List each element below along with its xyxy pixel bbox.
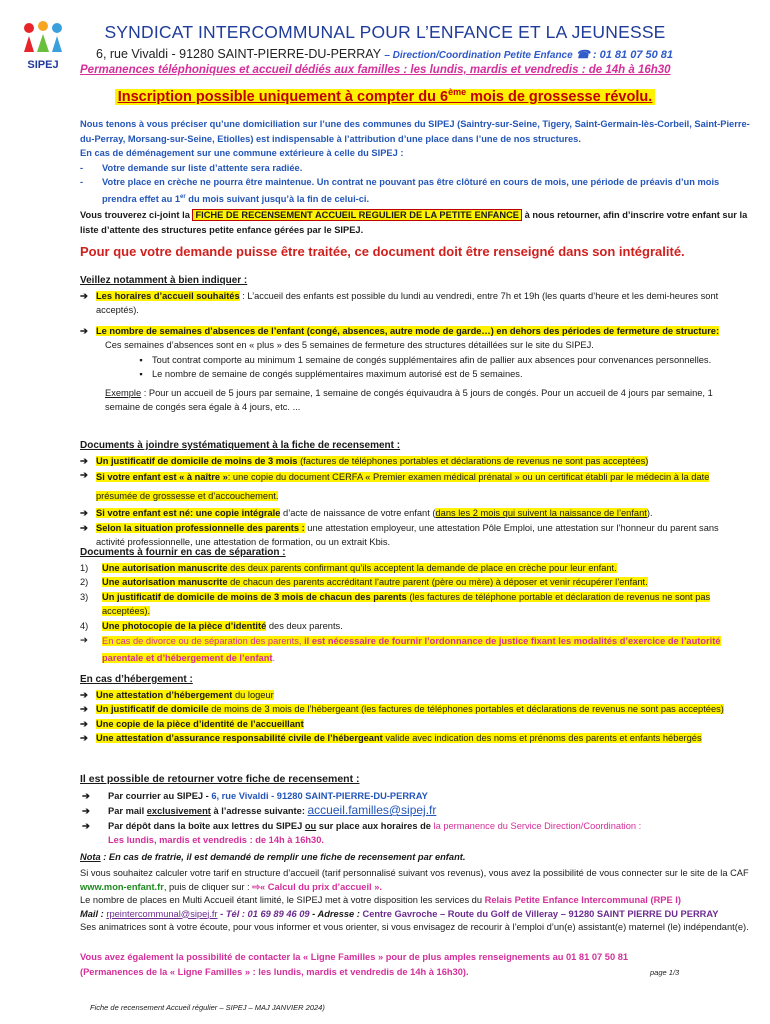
caf-adr: Centre Gavroche – Route du Golf de Villeray – 91280 SAINT PIERRE DU PERRAY	[359, 908, 719, 919]
hebergement-block	[80, 672, 750, 746]
caf-adr-label: - Adresse :	[309, 908, 360, 919]
retour3-u: ou	[304, 820, 317, 831]
arrow-icon: ➔	[80, 455, 88, 466]
fiche-after: à nous retourner, afin d’inscrire votre enfant sur la liste d’attente des structures petite enfance gérées par le SIPEJ.	[80, 210, 748, 235]
exemple-label: Exemple	[105, 387, 142, 398]
warning-text: Pour que votre demande puisse être traitée, ce document doit être renseigné dans son intégralité.	[80, 244, 685, 259]
documents-block	[80, 438, 750, 550]
arrow-icon: ➔	[80, 733, 88, 743]
intro-dash2a: Votre place en crèche ne pourra être maintenue. Un contrat ne pouvant pas être clôturé en cours de mois, une période de préavis d’un mois prendra effet au 1	[102, 177, 720, 204]
arrow-icon: ➔	[80, 718, 88, 729]
doc3-text: d’acte de naissance de votre enfant (	[280, 508, 436, 518]
caf-b: , puis de cliquer sur :	[163, 881, 253, 892]
retour3-a: Par dépôt dans la boîte aux lettres du SIPEJ	[108, 820, 305, 831]
doc1-text: (factures de téléphones portables et déclarations de revenus ne sont pas acceptées)	[297, 455, 649, 466]
heb3-hl: Une copie de la pièce d’identité de l’accueillant	[96, 718, 304, 729]
phone-text: ☎ : 01 81 07 50 81	[576, 49, 674, 61]
heb1-text: du logeur	[232, 689, 274, 700]
intro-p2: En cas de déménagement sur une commune extérieure à celle du SIPEJ :	[80, 148, 404, 158]
ligne-b: (Permanences de la « Ligne Familles » : les lundis, mardis et vendredis de 14h à 16h30).	[80, 966, 469, 977]
arrow-icon: ➔	[80, 522, 88, 533]
arrow-icon: ➔	[80, 508, 88, 518]
caf-calc: ⇨« Calcul du prix d’accueil ».	[252, 881, 382, 892]
inscription-notice	[0, 87, 770, 106]
intro-block: Nous tenons à vous préciser qu’une domiciliation sur l’une des communes du SIPEJ (Saintry-sur-Seine, Tigery, Saint-Germain-lès-Corbeil, Saint-Pierre-du-Perray, Morsang-sur-Seine, Etiolles) est indispensable à l’attribution d’une place dans l’une de nos structures. En cas de déménagement sur une commune extérieure à celle du SIPEJ : - Votre demande sur liste d’attente sera radiée. - Votre place en crèche ne pourra être maintenue. Un contrat ne pouvant pas être clôturé en cours de mois, une période de préavis d’un mois prendra effet au 1er du mois suivant jusqu’à la fin de celui-ci.	[80, 119, 750, 204]
email-link[interactable]: accueil.familles@sipej.fr	[307, 803, 437, 817]
heb4-hl: Une attestation d’assurance responsabilité civile de l’hébergeant	[96, 733, 383, 743]
sep4-text: des deux parents.	[266, 620, 343, 631]
retour3-pink: la permanence du Service Direction/Coordination :	[433, 820, 642, 831]
retour2-u: exclusivement	[146, 806, 211, 816]
arrow-icon: ➔	[80, 290, 88, 301]
heb4-text: valide avec indication des noms et prénoms des parents et enfants hébergés	[382, 733, 702, 743]
inscription-sup: ème	[448, 87, 467, 97]
caf-site[interactable]: www.mon-enfant.fr	[80, 881, 164, 892]
retour-title: Il est possible de retourner votre fiche de recensement :	[80, 773, 360, 785]
intro-p1: Nous tenons à vous préciser qu’une domiciliation sur l’une des communes du SIPEJ (Saintry-sur-Seine, Tigery, Saint-Germain-lès-Corbeil, Saint-Pierre-du-Perray, Morsang-sur-Seine, Etiolles) est indispensable à l’attribution d’une place dans l’une de nos structures.	[80, 119, 750, 144]
sep2-hl: Une autorisation manuscrite	[102, 577, 228, 587]
arrow-icon: ➔	[82, 820, 90, 831]
heb2-hl: Un justificatif de domicile	[96, 704, 209, 714]
fiche-before: Vous trouverez ci-joint la	[80, 210, 193, 220]
caf-rpe: Relais Petite Enfance Intercommunal (RPE I)	[484, 895, 681, 905]
note-line	[80, 850, 750, 865]
header-address	[96, 47, 673, 61]
separation-block: Documents à fournir en cas de séparation : 1) Une autorisation manuscrite des deux parents confirmant qu’ils acceptent la demande de place en crèche pour leur enfant. 2) Une autorisation manuscrite de chacun des parents accréditant l’autre parent (père ou mère) à déposer et venir récupérer l’enfant. 3) Un justificatif de domicile de moins de 3 mois de chacun des parents (les factures de téléphone portable et déclaration de revenus ne sont pas acceptées). 4) Une photocopie de la pièce d’identité des deux parents. ➔ En cas de divorce ou de séparation des parents, il est nécessaire de fournir l’ordonnance de justice fixant les modalités d’exercice de l’autorité parentale et d’hébergement de l’enfant.	[80, 545, 750, 667]
arrow-icon: ➔	[80, 325, 88, 336]
intro-dash1: Votre demande sur liste d’attente sera radiée.	[102, 162, 303, 173]
direction-text: – Direction/Coordination Petite Enfance	[384, 50, 573, 61]
inscription-before: Inscription possible uniquement à compter du 6	[117, 88, 449, 105]
retour-block	[80, 772, 750, 848]
separation-title: Documents à fournir en cas de séparation :	[80, 547, 286, 558]
page-title: SYNDICAT INTERCOMMUNAL POUR L’ENFANCE ET LA JEUNESSE	[104, 22, 666, 42]
logo-text: SIPEJ	[27, 59, 59, 71]
page-number: page 1/3	[650, 968, 680, 977]
caf-tel: - Tél : 01 69 89 46 09	[217, 908, 310, 919]
caf-a: Si vous souhaitez calculer votre tarif en structure d’accueil (tarif personnalisé suivant vos revenus), vous avez la possibilité de vous connecter sur le site de la CAF	[80, 868, 749, 878]
ligne-a: Vous avez également la possibilité de contacter la « Ligne Familles » pour de plus amples renseignements au 01 81 07 50 81	[80, 952, 629, 962]
veillez-bullet2: Le nombre de semaine de congés supplémentaires maximum autorisé est de 5 semaines.	[152, 369, 523, 379]
doc4-hl: Selon la situation professionnelle des parents :	[96, 522, 305, 533]
retour2-a: Par mail	[108, 806, 147, 816]
exemple-text: : Pour un accueil de 5 jours par semaine, 1 semaine de congés équivaudra à 5 jours de congés. Pour un accueil de 4 jours par semaine, 1 semaine de congés sera égale à 4 jours, etc. ...	[105, 387, 713, 412]
heb2-text: de moins de 3 mois de l’hébergeant (les factures de téléphones portables et déclarations de revenus ne sont pas acceptées)	[208, 704, 724, 714]
sep1-text: des deux parents confirmant qu’ils acceptent la demande de place en crèche pour leur enfant.	[227, 562, 617, 573]
note-label: Nota	[80, 852, 101, 862]
retour3-b: sur place aux horaires de	[316, 820, 434, 831]
sep4-hl: Une photocopie de la pièce d’identité	[102, 620, 267, 631]
arrow-icon: ➔	[80, 704, 88, 714]
address-text: 6, rue Vivaldi - 91280 SAINT-PIERRE-DU-PERRAY	[96, 47, 381, 61]
doc3-underlined: dans les 2 mois qui suivent la naissance de l’enfant	[435, 508, 647, 518]
retour2-b: à l’adresse suivante:	[210, 806, 308, 816]
doc3-end: ).	[646, 508, 653, 518]
inscription-after: mois de grossesse révolu.	[466, 88, 653, 105]
caf-mail[interactable]: rpeintercommunal@sipej.fr	[106, 908, 218, 919]
veillez-block: Veillez notamment à bien indiquer : ➔ Les horaires d’accueil souhaités : L’accueil des enfants est possible du lundi au vendredi, entre 7h et 19h (les quarts d’heure et les demi-heures sont acceptés). ➔ Le nombre de semaines d’absences de l’enfant (congé, absences, autre mode de garde…) en dehors des périodes de fermeture de structure: Ces semaines d’absences sont en « plus » des 5 semaines de fermeture des structures détaillées sur le site du SIPEJ. ▪ Tout contrat comporte au minimum 1 semaine de congés supplémentaires afin de pallier aux absences pour convenances personnelles. ▪ Le nombre de semaine de congés supplémentaires maximum autorisé est de 5 semaines. Exemple : Pour un accueil de 5 jours par semaine, 1 semaine de congés équivaudra à 5 jours de congés. Pour un accueil de 4 jours par semaine, 1 semaine de congés sera égale à 4 jours, etc. ...	[80, 273, 750, 415]
veillez-item1-hl: Les horaires d’accueil souhaités	[96, 290, 240, 301]
hebergement-title: En cas d’hébergement :	[80, 674, 193, 685]
arrow-icon: ➔	[80, 470, 88, 480]
veillez-item2-text: Ces semaines d’absences sont en « plus » des 5 semaines de fermeture des structures détaillées sur le site du SIPEJ.	[105, 340, 594, 350]
sep3-text: (les factures de téléphone portable et déclaration de revenus ne sont pas acceptées).	[102, 591, 711, 616]
sep1-hl: Une autorisation manuscrite	[102, 562, 228, 573]
caf-d: Ses animatrices sont à votre écoute, pour vous informer et vous orienter, si vous envisagez de recourir à l’emploi d’un(e) assistant(e) maternel (le) indépendant(e).	[80, 922, 749, 932]
doc2-hl: Si votre enfant est « à naître »	[96, 472, 228, 482]
doc4-text: une attestation employeur, une attestation Pôle Emploi, une attestation sur l’honneur du parent sans activité professionnelle, une attestation de formation, ou un extrait Kbis.	[96, 522, 719, 547]
sep5-b: il est nécessaire de fournir l’ordonnance de justice fixant les modalités d’exercice de l’autorité parentale et d’hébergement de l’enfant	[102, 636, 721, 663]
sep5-c: .	[272, 653, 276, 663]
fiche-paragraph	[80, 208, 750, 237]
veillez-bullet1: Tout contrat comporte au minimum 1 semaine de congés supplémentaires afin de pallier aux absences pour convenances personnelles.	[152, 354, 712, 365]
veillez-item2-hl: Le nombre de semaines d’absences de l’enfant (congé, absences, autre mode de garde…) en dehors des périodes de fermeture de structure:	[96, 325, 720, 336]
sep5-a: En cas de divorce ou de séparation des parents,	[102, 636, 305, 646]
arrow-icon: ➔	[82, 790, 90, 801]
caf-c: Le nombre de places en Multi Accueil étant limité, le SIPEJ met à votre disposition les services du	[80, 895, 485, 905]
note-text: : En cas de fratrie, il est demandé de remplir une fiche de recensement par enfant.	[100, 852, 466, 862]
documents-title: Documents à joindre systématiquement à la fiche de recensement :	[80, 440, 401, 451]
arrow-icon: ➔	[82, 806, 90, 816]
caf-block	[80, 867, 750, 935]
doc1-hl: Un justificatif de domicile de moins de 3 mois	[96, 455, 298, 466]
retour1-a: Par courrier au SIPEJ -	[108, 790, 212, 801]
arrow-icon: ➔	[80, 635, 88, 645]
caf-mail-label: Mail :	[80, 908, 104, 919]
doc2-text: : une copie du document CERFA « Premier examen médical prénatal » ou un certificat établi par le médecin à la date présumée de grossesse et d’accouchement.	[96, 472, 710, 501]
footer-text: Fiche de recensement Accueil régulier – SIPEJ – MAJ JANVIER 2024)	[90, 1003, 325, 1012]
retour1-b: 6, rue Vivaldi - 91280 SAINT-PIERRE-DU-PERRAY	[211, 790, 428, 801]
veillez-item1-text: : L’accueil des enfants est possible du lundi au vendredi, entre 7h et 19h (les quarts d’heure et les demi-heures sont acceptés).	[96, 290, 719, 315]
intro-dash2sup: er	[180, 193, 186, 200]
heb1-hl: Une attestation d’hébergement	[96, 689, 233, 700]
sep3-hl: Un justificatif de domicile de moins de 3 mois de chacun des parents	[102, 591, 407, 602]
intro-dash2b: du mois suivant jusqu’à la fin de celui-ci.	[185, 193, 370, 204]
fiche-boxed: FICHE DE RECENSEMENT ACCUEIL REGULIER DE LA PETITE ENFANCE	[192, 209, 522, 221]
permanences-text: Permanences téléphoniques et accueil dédiés aux familles : les lundis, mardis et vendredis : de 14h à 16h30	[80, 64, 671, 76]
sep2-text: de chacun des parents accréditant l’autre parent (père ou mère) à déposer et venir récupérer l’enfant.	[227, 577, 648, 587]
arrow-icon: ➔	[80, 689, 88, 700]
veillez-title: Veillez notamment à bien indiquer :	[80, 275, 248, 286]
doc3-hl: Si votre enfant est né: une copie intégrale	[96, 508, 281, 518]
retour3-c: Les lundis, mardis et vendredis : de 14h à 16h30.	[108, 835, 324, 845]
